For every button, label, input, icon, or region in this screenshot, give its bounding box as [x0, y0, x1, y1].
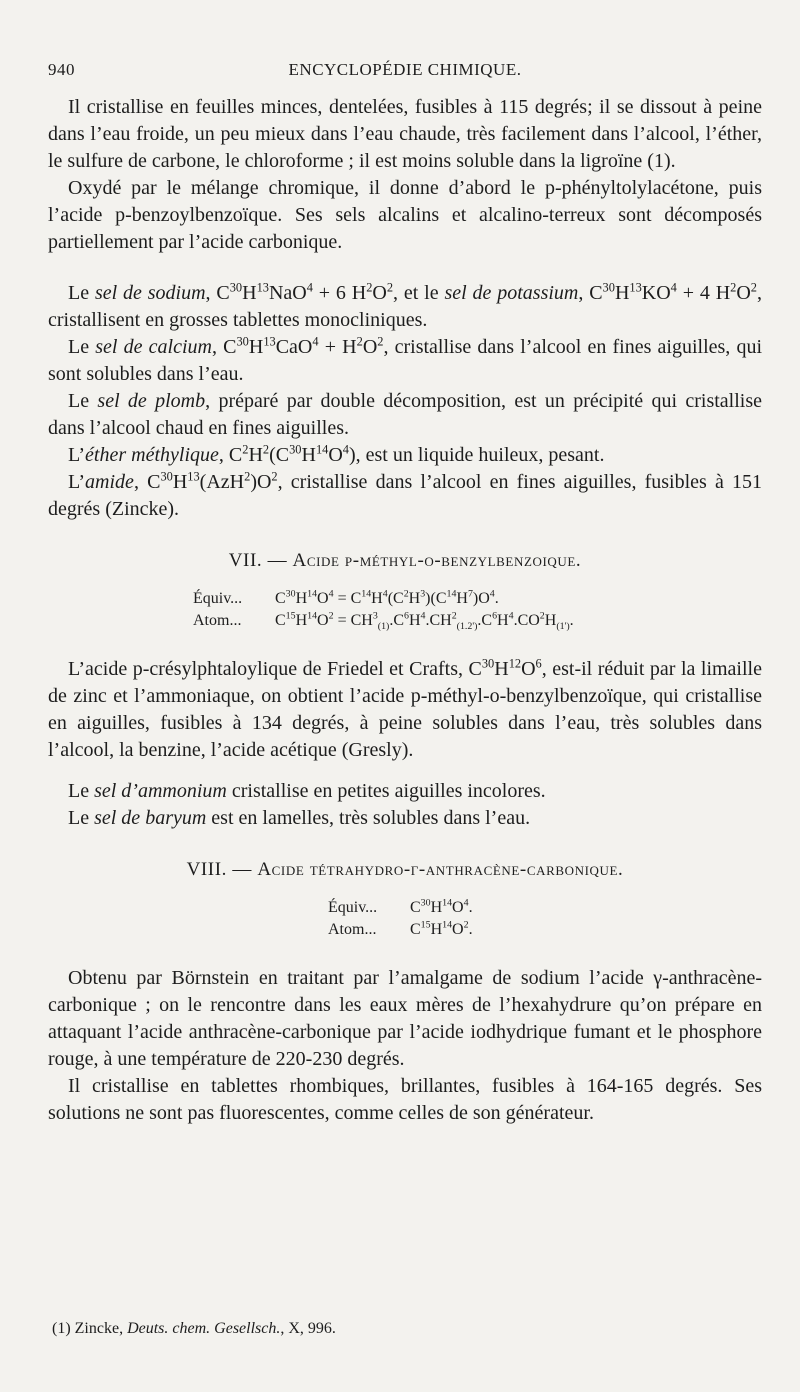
- paragraph-ammonium-salt: Le sel d’ammonium cristallise en petites aiguilles incolores.: [68, 780, 546, 802]
- paragraph-methyl-ether: L’éther méthylique, $C^2H^2(C^{30}H^{14}O^4)$, est un liquide huileux, pesant.: [68, 442, 605, 466]
- section-heading-viii: VIII. — Acide tétrahydro-γ-anthracène-carbonique.: [186, 859, 624, 880]
- page-number: 940: [48, 60, 75, 79]
- paragraph-calcium-salt: Le sel de calcium, $C^{30}H^{13}CaO^4 + H^2O^2$, cristallise dans l’alcool en fines aiguilles, qui sont solubles dans l’eau.: [48, 334, 762, 385]
- paragraph: Il cristallise en feuilles minces, dentelées, fusibles à 115 degrés; il se dissout à peine dans l’eau froide, un peu mieux dans l’eau chaude, très facilement dans l’alcool, l’éther, le sulfure de carbone, le chloroforme ; il est moins soluble dans la ligroïne (1).: [48, 96, 762, 172]
- paragraph-lead-salt: Le sel de plomb, préparé par double décomposition, est un précipité qui cristallise dans l’alcool chaud en fines aiguilles.: [48, 390, 762, 439]
- paragraph-barium-salt: Le sel de baryum est en lamelles, très solubles dans l’eau.: [68, 807, 531, 829]
- paragraph-amide: L’amide, $C^{30}H^{13}(AzH^2)O^2$, cristallise dans l’alcool en fines aiguilles, fusibles à 151 degrés (Zincke).: [48, 469, 762, 520]
- paragraph: Il cristallise en tablettes rhombiques, brillantes, fusibles à 164-165 degrés. Ses solutions ne sont pas fluorescentes, comme celles de son générateur.: [48, 1075, 762, 1124]
- paragraph: Oxydé par le mélange chromique, il donne d’abord le p-phényltolylacétone, puis l’acide p-benzoylbenzoïque. Ses sels alcalins et alcalino-terreux sont décomposés partiellement par l’acide carbonique.: [48, 177, 762, 253]
- running-title: ENCYCLOPÉDIE CHIMIQUE.: [288, 60, 522, 79]
- paragraph-sodium-salt: Le sel de sodium, $C^{30}H^{13}NaO^4 + 6$ $H^2O^2$, et le sel de potassium, $C^{30}H^{13}KO^4 + 4$ $H^2O^2$, cristallisent en grosses tablettes monocliniques.: [48, 280, 762, 331]
- page-body: [48, 94, 762, 1127]
- footnote: (1) Zincke, Deuts. chem. Gesellsch., X, 996.: [52, 1320, 336, 1337]
- formula-atom: Atom... $C^{15}H^{14}O^2 = CH^3_{(1)}.C^6H^4.CH^2_{(1.2')}.C^6H^4.CO^2H_{(1')}$.: [193, 610, 574, 633]
- running-header: [48, 60, 762, 84]
- paragraph-preparation: L’acide p-crésylphtaloylique de Friedel et Crafts, $C^{30}H^{12}O^6$, est-il réduit par la limaille de zinc et l’ammoniaque, on obtient l’acide p-méthyl-o-benzylbenzoïque, qui cristallise en aiguilles, fusibles à 134 degrés, à peine solubles dans l’eau, très solubles dans l’alcool, la benzine, l’acide acétique (Gresly).: [48, 656, 762, 761]
- formula-equiv: Équiv... $C^{30}H^{14}O^4 = C^{14}H^4(C^2H^3)(C^{14}H^7)O^4$.: [193, 588, 499, 607]
- section-heading-vii: VII. — Acide p-méthyl-o-benzylbenzoique.: [228, 550, 582, 571]
- formula-equiv: Équiv... $C^{30}H^{14}O^4$.: [328, 897, 473, 916]
- paragraph: Obtenu par Börnstein en traitant par l’amalgame de sodium l’acide γ-anthracène-carbonique ; on le rencontre dans les eaux mères de l’hexahydrure qu’on prépare en attaquant l’acide anthracène-carbonique par l’acide iodhydrique fumant et le phosphore rouge, à une température de 220-230 degrés.: [48, 967, 762, 1070]
- formula-atom: Atom... $C^{15}H^{14}O^2$.: [328, 919, 473, 938]
